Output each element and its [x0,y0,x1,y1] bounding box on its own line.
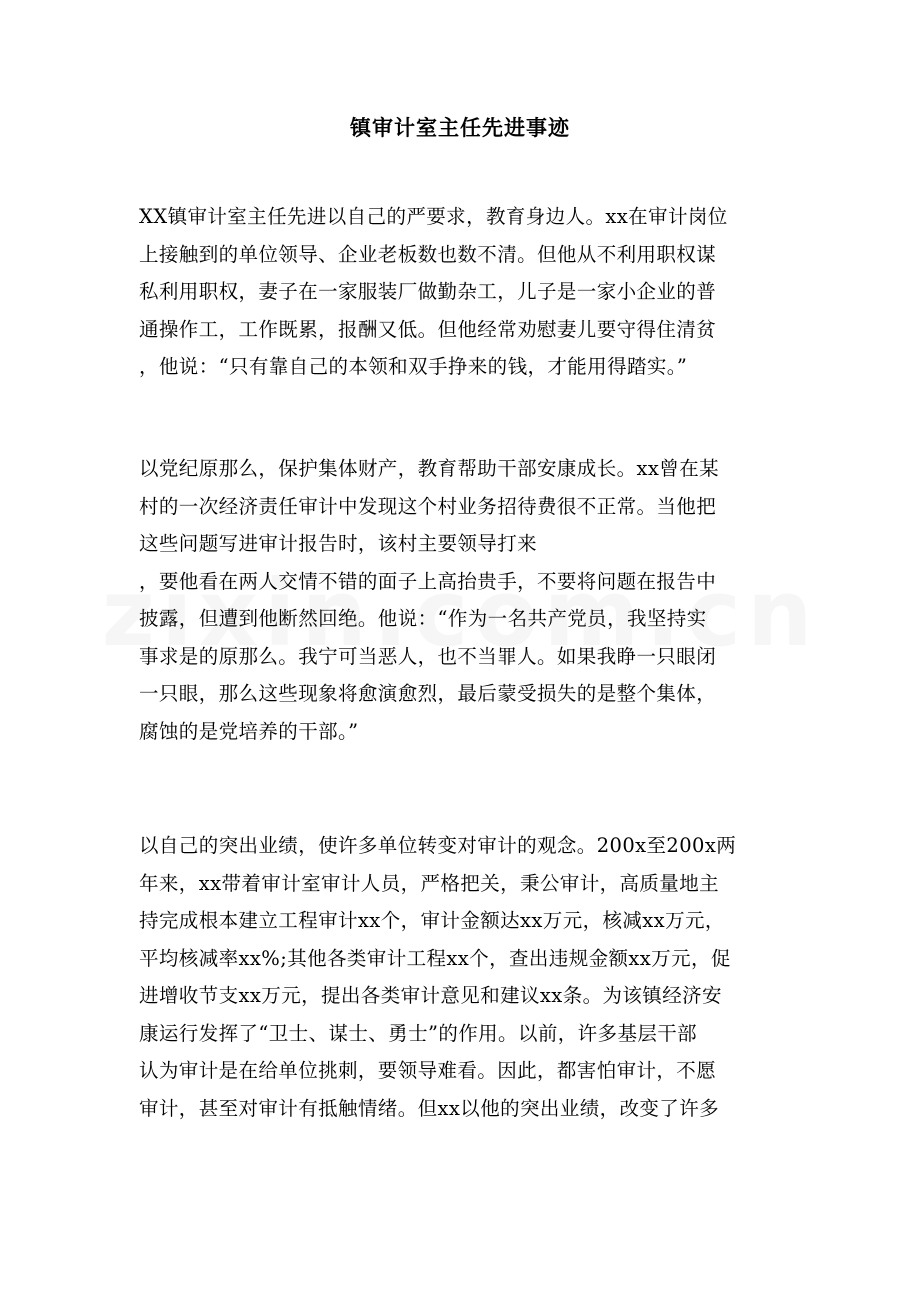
paragraph-line: 审计，甚至对审计有抵触情绪。但xx以他的突出业绩，改变了许多 [139,1096,719,1120]
paragraph-line: 私利用职权，妻子在一家服装厂做勤杂工，儿子是一家小企业的普 [139,280,717,303]
paragraph-line: 以自己的突出业绩，使许多单位转变对审计的观念。200x至200x两 [139,834,737,857]
paragraph-line: 事求是的原那么。我宁可当恶人，也不当罪人。如果我睁一只眼闭 [139,644,717,668]
paragraph-line: 村的一次经济责任审计中发现这个村业务招待费很不正常。当他把 [139,494,717,518]
paragraph-line: 认为审计是在给单位挑刺，要领导难看。因此，都害怕审计，不愿 [139,1059,717,1082]
paragraph-line: 年来，xx带着审计室审计人员，严格把关，秉公审计，高质量地主 [139,871,719,895]
paragraph-1 [139,198,779,386]
paragraph-line: 上接触到的单位领导、企业老板数也数不清。但他从不利用职权谋 [139,242,717,266]
paragraph-line: XX镇审计室主任先进以自己的严要求，教育身边人。xx在审计岗位 [139,205,728,228]
paragraph-3 [139,827,779,1127]
paragraph-line: 披露，但遭到他断然回绝。他说：“作为一名共产党员，我坚持实 [139,607,707,630]
paragraph-line: 腐蚀的是党培养的干部。” [139,719,359,743]
paragraph-2 [139,450,779,750]
document-title: 镇审计室主任先进事迹 [350,115,570,140]
paragraph-line: 以党纪原那么，保护集体财产，教育帮助干部安康成长。xx曾在某 [139,457,719,480]
paragraph-line: 这些问题写进审计报告时，该村主要领导打来 [139,532,538,555]
paragraph-line: 平均核减率xx%;其他各类审计工程xx个，查出违规金额xx万元，促 [139,946,731,970]
paragraph-line: 进增收节支xx万元，提出各类审计意见和建议xx条。为该镇经济安 [139,984,722,1007]
paragraph-line: 持完成根本建立工程审计xx个，审计金额达xx万元，核减xx万元， [139,909,725,932]
paragraph-line: 一只眼，那么这些现象将愈演愈烈，最后蒙受损失的是整个集体， [139,682,717,705]
paragraph-line: ，要他看在两人交情不错的面子上高抬贵手，不要将问题在报告中 [139,569,717,593]
paragraph-line: 康运行发挥了“卫士、谋士、勇士”的作用。以前，许多基层干部 [139,1021,698,1045]
paragraph-line: ，他说：“只有靠自己的本领和双手挣来的钱，才能用得踏实。” [139,355,688,378]
paragraph-line: 通操作工，工作既累，报酬又低。但他经常劝慰妻儿要守得住清贫 [139,317,717,341]
